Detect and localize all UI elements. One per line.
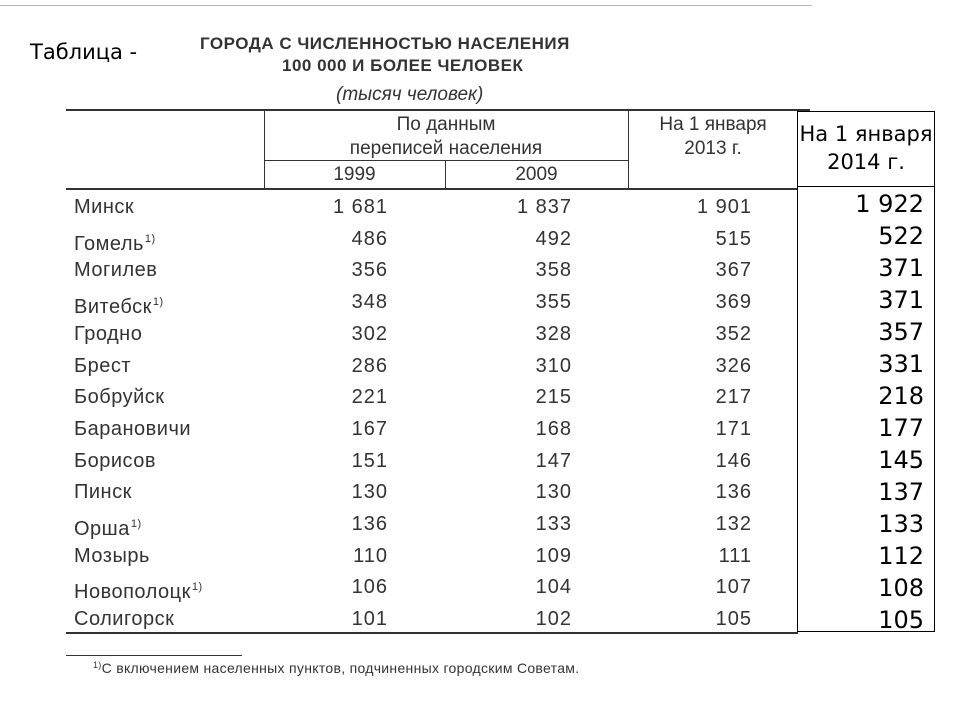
- value-1999: 486: [351, 227, 388, 250]
- value-2014: 371: [878, 254, 924, 282]
- value-2014: 108: [878, 574, 924, 602]
- city-name-text: Барановичи: [74, 417, 192, 440]
- city-name: [74, 541, 150, 572]
- jan-2013-line2: 2013 г.: [684, 138, 742, 159]
- city-name-text: Пинск: [74, 481, 132, 504]
- city-name: [74, 604, 174, 635]
- census-group-header: [264, 113, 628, 161]
- table-row: [66, 572, 796, 603]
- value-2014: 105: [878, 606, 924, 634]
- value-1999: 167: [351, 417, 388, 440]
- value-2009: 1 837: [516, 196, 572, 218]
- table-label: Таблица -: [30, 40, 138, 64]
- table-row: [66, 351, 796, 382]
- city-name: [74, 509, 142, 545]
- table-row: [66, 287, 796, 318]
- jan-2013-header: [628, 113, 798, 161]
- jan-2014-header-line1: На 1 января: [799, 122, 933, 146]
- footnote: [92, 660, 579, 676]
- jan-2014-column: [797, 111, 935, 632]
- value-2014: 331: [878, 350, 924, 378]
- city-footnote-mark: 1): [191, 581, 203, 594]
- city-name: [74, 382, 165, 413]
- city-footnote-mark: 1): [152, 296, 164, 309]
- value-2009: 355: [535, 291, 572, 314]
- city-name: [74, 572, 203, 608]
- city-name: [74, 224, 156, 260]
- value-1999: 348: [351, 291, 388, 314]
- city-footnote-mark: 1): [144, 232, 156, 245]
- city-name-text: Орша: [74, 518, 130, 540]
- city-name-text: Бобруйск: [74, 386, 165, 409]
- value-2013: 136: [715, 481, 752, 504]
- table-row: [66, 319, 796, 350]
- value-1999: 286: [351, 354, 388, 377]
- table-row: [66, 477, 796, 508]
- table-row: [66, 509, 796, 540]
- value-2013: 171: [715, 417, 752, 440]
- value-2014: 112: [878, 542, 924, 570]
- footnote-mark: 1): [93, 660, 102, 670]
- table-row: [66, 192, 796, 223]
- value-2013: 326: [715, 354, 752, 377]
- value-2009: 133: [535, 513, 572, 535]
- top-border-line: [0, 5, 812, 6]
- value-2014: 522: [878, 222, 924, 250]
- table-row: [66, 255, 796, 286]
- city-footnote-mark: 1): [130, 518, 142, 530]
- value-2009: 168: [535, 417, 572, 440]
- census-header-line2: переписей населения: [349, 138, 543, 159]
- value-2014: 218: [878, 382, 924, 410]
- value-2014: 1 922: [855, 190, 924, 218]
- city-name-text: Минск: [74, 196, 135, 218]
- value-2014: 137: [878, 478, 924, 506]
- value-2014: 177: [878, 414, 924, 442]
- value-1999: 130: [351, 481, 388, 504]
- table-row: [66, 446, 796, 477]
- value-2009: 328: [535, 322, 572, 345]
- value-2014: 357: [878, 318, 924, 346]
- city-name-text: Новополоцк: [74, 581, 191, 604]
- value-1999: 356: [351, 259, 388, 282]
- header-bottom-rule: [66, 188, 798, 190]
- value-2013: 146: [715, 449, 752, 472]
- value-2009: 147: [535, 449, 572, 472]
- city-name: [74, 287, 164, 323]
- value-2013: 105: [715, 608, 752, 631]
- value-1999: 1 681: [332, 196, 388, 218]
- city-name: [74, 319, 142, 350]
- value-2013: 352: [715, 322, 752, 345]
- city-name: [74, 446, 156, 477]
- jan-2014-header-line2: 2014 г.: [827, 150, 905, 174]
- city-name: [74, 255, 157, 286]
- table-row: [66, 224, 796, 255]
- table-units: (тысяч человек): [336, 84, 484, 105]
- city-name-text: Борисов: [74, 449, 157, 472]
- jan-2014-header-rule: [798, 186, 934, 187]
- city-name: [74, 192, 134, 223]
- value-2013: 369: [715, 291, 752, 314]
- table-bottom-rule: [66, 632, 798, 634]
- value-2013: 111: [718, 544, 752, 567]
- value-1999: 136: [351, 513, 388, 535]
- value-1999: 151: [351, 449, 388, 472]
- census-header-line1: По данным: [396, 114, 496, 135]
- value-2013: 367: [715, 259, 752, 282]
- value-2014: 371: [878, 286, 924, 314]
- table-row: [66, 604, 796, 635]
- city-name: [74, 477, 132, 508]
- footnote-text: С включением населенных пунктов, подчиненных городским Советам.: [101, 660, 580, 676]
- value-1999: 302: [351, 322, 388, 345]
- city-name-text: Гродно: [74, 322, 143, 345]
- value-2009: 109: [535, 544, 572, 567]
- value-2013: 515: [715, 227, 752, 250]
- year-1999-header: 1999: [333, 164, 376, 185]
- table-title-line2: 100 000 И БОЛЕЕ ЧЕЛОВЕК: [282, 56, 524, 75]
- city-name-text: Солигорск: [74, 608, 175, 631]
- city-name-text: Брест: [74, 354, 132, 377]
- value-2009: 358: [535, 259, 572, 282]
- value-2013: 132: [715, 513, 752, 535]
- city-name-text: Гомель: [74, 232, 144, 255]
- value-1999: 221: [351, 386, 388, 409]
- value-2009: 310: [535, 354, 572, 377]
- value-2009: 104: [535, 576, 572, 599]
- value-2013: 107: [715, 576, 752, 599]
- value-2014: 145: [878, 446, 924, 474]
- value-1999: 106: [351, 576, 388, 599]
- table-row: [66, 414, 796, 445]
- jan-2013-line1: На 1 января: [659, 114, 767, 135]
- city-name-text: Витебск: [74, 296, 152, 319]
- year-2009-header: 2009: [515, 164, 558, 185]
- table-row: [66, 541, 796, 572]
- value-1999: 110: [353, 544, 388, 567]
- value-2009: 215: [535, 386, 572, 409]
- value-2009: 492: [535, 227, 572, 250]
- value-2009: 130: [535, 481, 572, 504]
- table-row: [66, 382, 796, 413]
- city-name-text: Мозырь: [74, 544, 150, 567]
- jan-2014-header: [798, 120, 934, 176]
- value-1999: 101: [351, 608, 388, 631]
- value-2009: 102: [535, 608, 572, 631]
- value-2014: 133: [878, 510, 924, 538]
- value-2013: 217: [715, 386, 752, 409]
- city-name: [74, 351, 131, 382]
- city-name-text: Могилев: [74, 259, 158, 282]
- city-name: [74, 414, 191, 445]
- table-title-line1: ГОРОДА С ЧИСЛЕННОСТЬЮ НАСЕЛЕНИЯ: [200, 34, 570, 53]
- footnote-rule: [66, 655, 242, 656]
- value-2013: 1 901: [696, 196, 752, 218]
- header-top-rule: [66, 109, 810, 111]
